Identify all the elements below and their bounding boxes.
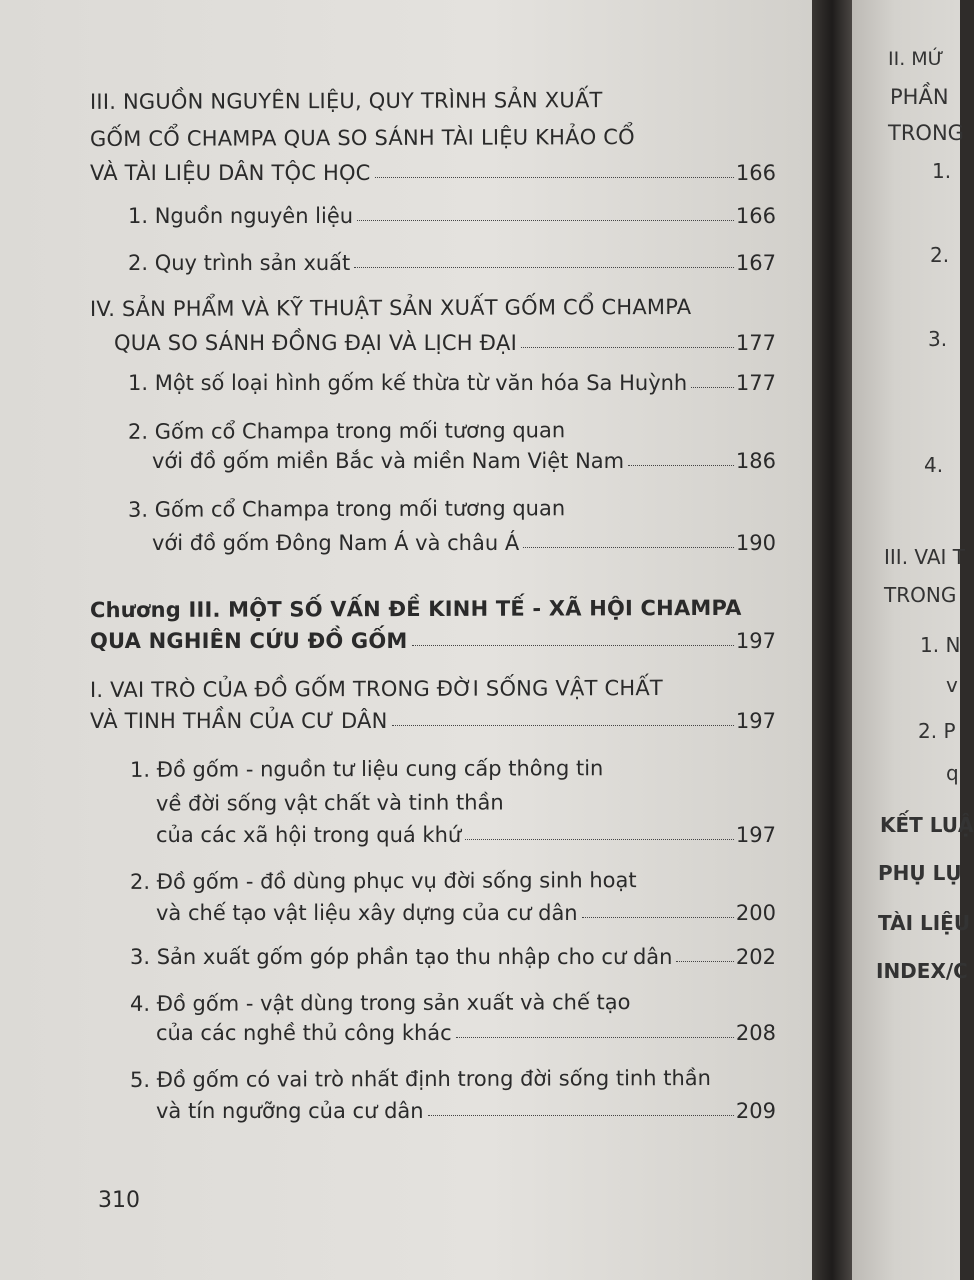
toc-i4-line-1: 4. Đồ gốm - vật dùng trong sản xuất và chế tạo [129,990,631,1016]
right-line: PHẦN [890,85,949,109]
toc-row-3-1[interactable] [128,203,776,229]
entry-label: của các nghề thủ công khác [156,1021,452,1045]
page-ref: 208 [735,1021,776,1045]
toc-4-2-line-1: 2. Gốm cổ Champa trong mối tương quan [127,418,566,444]
right-line: v [946,673,958,697]
page-ref: 197 [735,823,776,847]
toc-i5-line-1: 5. Đồ gốm có vai trò nhất định trong đời sống tinh thần [129,1065,711,1093]
right-line: INDEX/C [876,959,968,983]
page-ref: 167 [735,251,776,275]
toc-4-3-line-1: 3. Gốm cổ Champa trong mối tương quan [127,496,566,522]
page-ref: 209 [735,1099,776,1123]
dot-leader [392,724,734,726]
dot-leader [354,266,734,268]
right-line: TRONG [884,583,957,607]
page-number: 310 [98,1188,140,1213]
chapter-3-title-line-1: Chương III. MỘT SỐ VẤN ĐỀ KINH TẾ - XÃ HỘI CHAMPA [89,595,742,623]
chapter-3-title-line-2: QUA NGHIÊN CỨU ĐỒ GỐM [90,629,408,653]
page-ref: 166 [735,161,776,185]
toc-row-3-2[interactable] [128,250,776,276]
right-line: TRONG [888,121,964,145]
book-gutter [812,0,852,1280]
entry-label: 3. Sản xuất gốm góp phần tạo thu nhập cho cư dân [130,945,673,969]
right-line: KẾT LUẬ [880,813,974,837]
page-ref: 190 [735,531,776,555]
page-ref: 197 [735,709,776,733]
dot-leader [357,219,734,221]
right-line: 1. [932,159,952,183]
dot-leader [582,916,734,918]
section-3-1-title-line-2: VÀ TINH THẦN CỦA CƯ DÂN [90,709,388,733]
toc-row-4-2[interactable] [152,448,776,474]
section-4-title-line-2: QUA SO SÁNH ĐỒNG ĐẠI VÀ LỊCH ĐẠI [114,331,518,355]
right-line: q [946,761,959,785]
entry-label: 1. Một số loại hình gốm kế thừa từ văn hóa Sa Huỳnh [128,371,688,395]
toc-row-section-4[interactable] [114,330,776,356]
right-line: 4. [924,453,944,477]
page-ref: 166 [735,204,776,228]
toc-i2-line-1: 2. Đồ gốm - đồ dùng phục vụ đời sống sinh hoạt [129,868,637,894]
dot-leader [428,1114,734,1116]
right-line: TÀI LIỆU [878,911,971,935]
dot-leader [375,176,734,178]
right-line: III. VAI T [884,545,965,569]
dot-leader [465,838,734,840]
entry-label: và chế tạo vật liệu xây dựng của cư dân [156,901,578,925]
dot-leader [676,960,733,962]
toc-row-4-3[interactable] [152,530,776,556]
page-ref: 186 [735,449,776,473]
right-line: 2. P [918,719,956,743]
right-line: II. MỨ [888,48,944,70]
toc-row-chapter-3[interactable] [90,628,776,654]
page-ref: 197 [735,629,776,653]
right-page [852,0,974,1280]
toc-i1-line-1: 1. Đồ gốm - nguồn tư liệu cung cấp thông tin [129,756,604,782]
entry-label: với đồ gốm Đông Nam Á và châu Á [152,531,520,555]
toc-row-i4[interactable] [156,1020,776,1046]
dot-leader [523,546,734,548]
page-ref: 177 [735,371,776,395]
page-ref: 202 [735,945,776,969]
section-3-title-line-3: VÀ TÀI LIỆU DÂN TỘC HỌC [90,161,371,185]
toc-row-i1[interactable] [156,822,776,848]
entry-label: 2. Quy trình sản xuất [128,251,351,275]
toc-row-3-I[interactable] [90,708,776,734]
section-3-1-title-line-1: I. VAI TRÒ CỦA ĐỒ GỐM TRONG ĐỜI SỐNG VẬT CHẤT [89,676,663,702]
entry-label: của các xã hội trong quá khứ [156,823,462,847]
dot-leader [691,386,734,388]
entry-label: và tín ngưỡng của cư dân [156,1099,424,1123]
page-ref: 177 [735,331,776,355]
section-3-title-line-2: GỐM CỔ CHAMPA QUA SO SÁNH TÀI LIỆU KHẢO CỔ [89,125,635,151]
dot-leader [412,644,734,646]
dot-leader [456,1036,734,1038]
section-4-title-line-1: IV. SẢN PHẨM VÀ KỸ THUẬT SẢN XUẤT GỐM CỔ CHAMPA [89,294,692,322]
dot-leader [521,346,734,348]
entry-label: với đồ gốm miền Bắc và miền Nam Việt Nam [152,449,625,473]
right-line: 1. N [920,633,961,657]
section-3-title-line-1: III. NGUỒN NGUYÊN LIỆU, QUY TRÌNH SẢN XUẤT [89,88,603,114]
dot-leader [628,464,734,466]
right-line: PHỤ LỤ [878,861,962,885]
toc-row-4-1[interactable] [128,370,776,396]
entry-label: 1. Nguồn nguyên liệu [128,204,354,228]
toc-row-i3[interactable] [130,944,776,970]
page-ref: 200 [735,901,776,925]
right-line: 2. [930,243,950,267]
toc-row-i5[interactable] [156,1098,776,1124]
toc-i1-line-2: về đời sống vật chất và tinh thần [155,790,504,816]
toc-row-i2[interactable] [156,900,776,926]
right-line: 3. [928,327,948,351]
toc-row-section-3[interactable] [90,160,776,186]
